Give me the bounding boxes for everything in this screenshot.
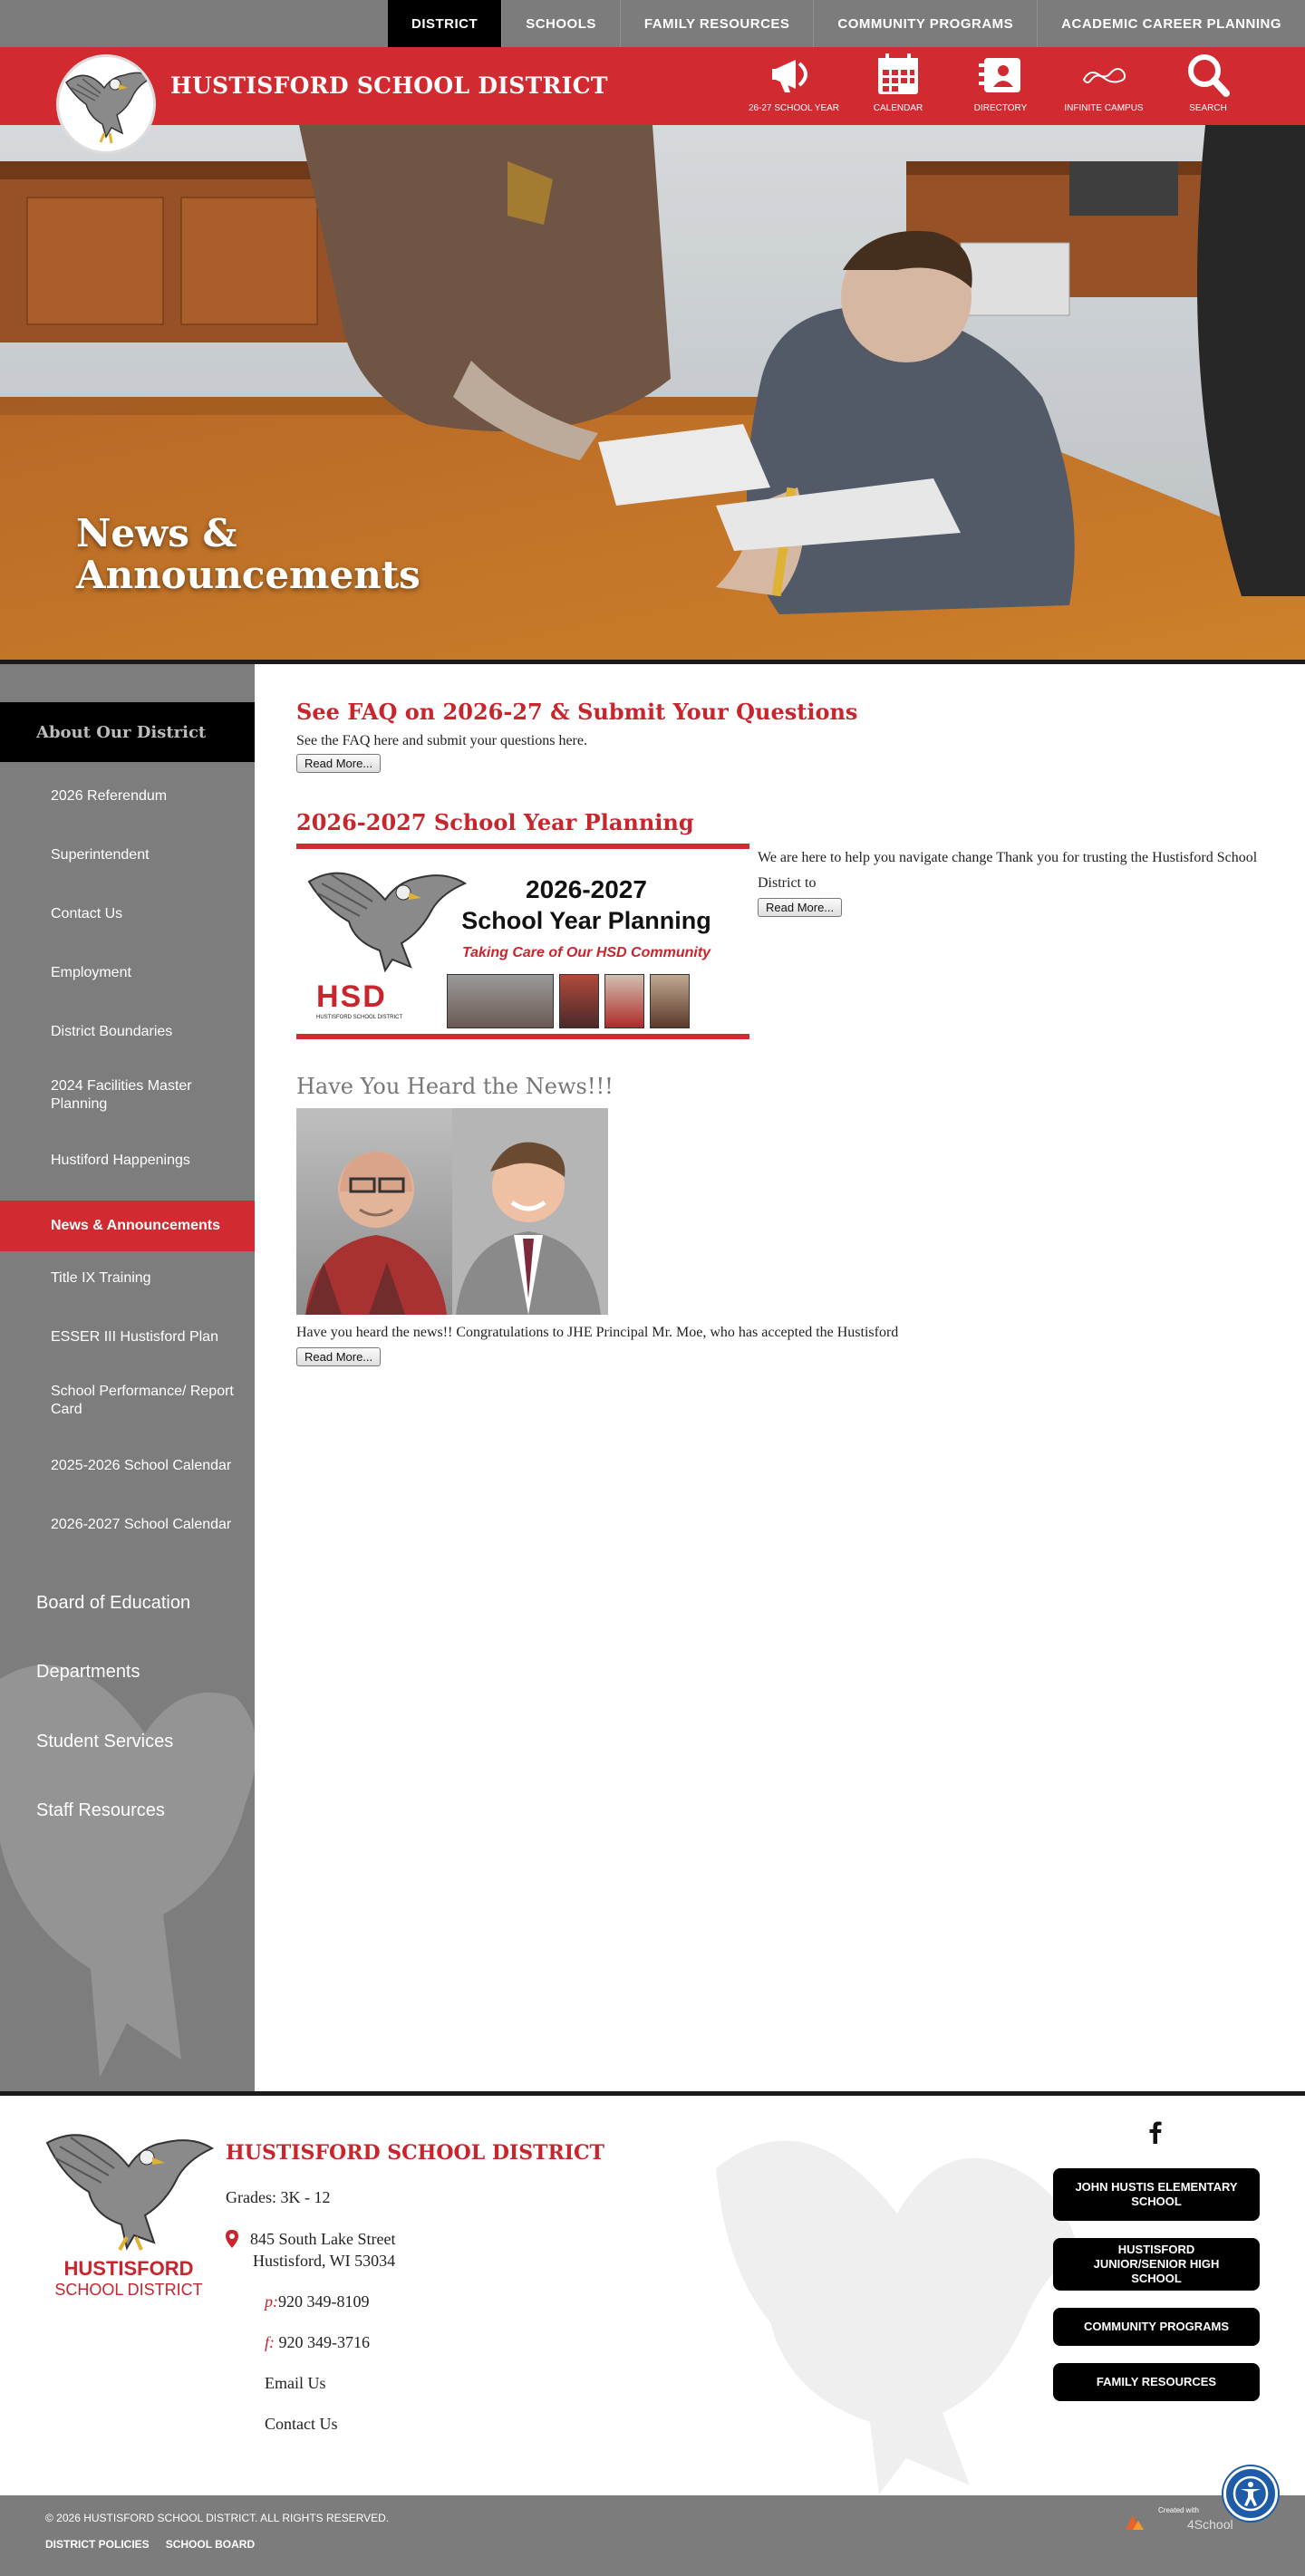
sidebar-section-student-services[interactable]: Student Services [36, 1731, 174, 1751]
sidebar-item-calendar-2025[interactable]: 2025-2026 School Calendar [51, 1458, 232, 1473]
sidebar-item-referendum[interactable]: 2026 Referendum [51, 788, 168, 804]
topnav-district[interactable]: DISTRICT [388, 0, 501, 47]
read-more-button[interactable]: Read More... [758, 898, 842, 917]
quicklink-directory[interactable]: DIRECTORY [955, 53, 1046, 120]
bottom-bar [0, 2495, 1305, 2576]
sidebar-heading[interactable]: About Our District [0, 702, 255, 762]
sidebar-item-news-announcements[interactable]: News & Announcements [0, 1201, 255, 1251]
sidebar-item-facilities-planning[interactable]: 2024 Facilities Master Planning [51, 1078, 192, 1112]
planning-heading: 2026-2027 School Year Planning Taking Care of Our HSD Community [461, 875, 711, 960]
footer-logo-line1: HUSTISFORD [63, 2257, 194, 2280]
portrait-photo [296, 1108, 608, 1315]
map-pin-icon [226, 2230, 238, 2248]
topnav-academic-career-planning[interactable]: ACADEMIC CAREER PLANNING [1037, 0, 1305, 47]
principals-photo[interactable] [296, 1108, 608, 1315]
footer-address-line2: Hustisford, WI 53034 [253, 2252, 396, 2270]
bottom-links [45, 2538, 255, 2551]
article-title[interactable]: 2026-2027 School Year Planning [296, 809, 694, 835]
footer-fax: f: 920 349-3716 [265, 2333, 370, 2351]
sidebar-item-superintendent[interactable]: Superintendent [51, 847, 150, 863]
topnav-community-programs[interactable]: COMMUNITY PROGRAMS [813, 0, 1037, 47]
hero-title: News & Announcements [76, 511, 420, 597]
article-title[interactable]: See FAQ on 2026-27 & Submit Your Questions [296, 699, 858, 725]
footer-logo-line2: SCHOOL DISTRICT [54, 2281, 203, 2299]
hero-banner [0, 125, 1305, 661]
footer-title: HUSTISFORD SCHOOL DISTRICT [226, 2141, 604, 2165]
district-policies-link[interactable]: DISTRICT POLICIES [45, 2538, 150, 2551]
footer-email-link[interactable]: Email Us [265, 2374, 326, 2392]
topnav-family-resources[interactable]: FAMILY RESOURCES [620, 0, 814, 47]
quicklink-calendar[interactable]: CALENDAR [853, 53, 943, 120]
sidebar-item-district-boundaries[interactable]: District Boundaries [51, 1024, 173, 1039]
article-news [296, 1074, 1257, 1364]
footer-button-community[interactable]: COMMUNITY PROGRAMS [1053, 2308, 1260, 2346]
megaphone-icon [768, 53, 819, 98]
quicklink-infinite-campus[interactable]: INFINITE CAMPUS [1058, 53, 1149, 120]
footer-address-line1: 845 South Lake Street [250, 2230, 396, 2248]
article-summary: Have you heard the news!! Congratulations to JHE Principal Mr. Moe, who has accepted the Hustisford [296, 1325, 899, 1340]
facebook-icon[interactable] [1149, 2120, 1162, 2144]
footer-contact-link[interactable]: Contact Us [265, 2415, 338, 2433]
footer-button-family[interactable]: FAMILY RESOURCES [1053, 2363, 1260, 2401]
article-summary: See the FAQ here and submit your questions here. [296, 733, 587, 748]
sidebar-item-employment[interactable]: Employment [51, 965, 131, 980]
footer-logo[interactable] [40, 2116, 218, 2297]
site-footer [0, 2091, 1305, 2495]
eagle-watermark-icon [698, 2096, 1097, 2494]
sidebar-item-report-card[interactable]: School Performance/ Report Card [51, 1384, 234, 1417]
sidebar-section-departments[interactable]: Departments [36, 1661, 140, 1682]
top-navigation [0, 0, 1305, 47]
sidebar-item-contact-us[interactable]: Contact Us [51, 906, 123, 921]
quicklink-search[interactable]: SEARCH [1163, 53, 1253, 120]
hsd-logo: HSD HUSTISFORD SCHOOL DISTRICT [316, 979, 403, 1020]
copyright: © 2026 HUSTISFORD SCHOOL DISTRICT. ALL RIGHTS RESERVED. [45, 2512, 390, 2524]
site-title[interactable]: HUSTISFORD SCHOOL DISTRICT [170, 72, 608, 99]
eagle-logo-icon [40, 2116, 218, 2252]
district-logo[interactable] [56, 54, 156, 154]
quicklink-school-year[interactable]: 26-27 SCHOOL YEAR [749, 53, 839, 120]
sidebar-item-hustiford-happenings[interactable]: Hustiford Happenings [51, 1153, 190, 1168]
search-icon [1183, 53, 1233, 98]
sidebar-item-title-ix[interactable]: Title IX Training [51, 1270, 151, 1286]
article-planning [296, 809, 1258, 1020]
footer-phone[interactable]: p:920 349-8109 [265, 2292, 370, 2311]
photo-collage [447, 974, 701, 1028]
article-summary: We are here to help you navigate change Thank you for trusting the Hustisford School District to [758, 850, 1258, 891]
sidebar-section-staff-resources[interactable]: Staff Resources [36, 1799, 165, 1820]
topnav-schools[interactable]: SCHOOLS [501, 0, 620, 47]
sidebar-item-esser-plan[interactable]: ESSER III Hustisford Plan [51, 1329, 218, 1345]
accessibility-button[interactable] [1223, 2466, 1278, 2521]
credit-badge[interactable]: Created with 4School [1124, 2504, 1242, 2535]
read-more-button[interactable]: Read More... [296, 754, 381, 773]
footer-button-high-school[interactable]: HUSTISFORD JUNIOR/SENIOR HIGH SCHOOL [1053, 2238, 1260, 2291]
planning-image[interactable] [296, 844, 749, 1039]
article-faq [296, 699, 1257, 773]
footer-button-elementary[interactable]: JOHN HUSTIS ELEMENTARY SCHOOL [1053, 2168, 1260, 2221]
credit-logo-icon [1124, 2512, 1146, 2530]
sidebar-item-calendar-2026[interactable]: 2026-2027 School Calendar [51, 1517, 232, 1532]
read-more-button[interactable]: Read More... [296, 1347, 381, 1366]
footer-grades: Grades: 3K - 12 [226, 2188, 331, 2206]
sidebar-section-board[interactable]: Board of Education [36, 1592, 191, 1613]
calendar-icon [873, 53, 923, 98]
directory-icon [975, 53, 1026, 98]
school-board-link[interactable]: SCHOOL BOARD [165, 2538, 256, 2551]
accessibility-icon [1232, 2475, 1269, 2512]
article-title[interactable]: Have You Heard the News!!! [296, 1074, 614, 1099]
infinite-campus-icon [1078, 53, 1129, 98]
sidebar [0, 664, 255, 2091]
